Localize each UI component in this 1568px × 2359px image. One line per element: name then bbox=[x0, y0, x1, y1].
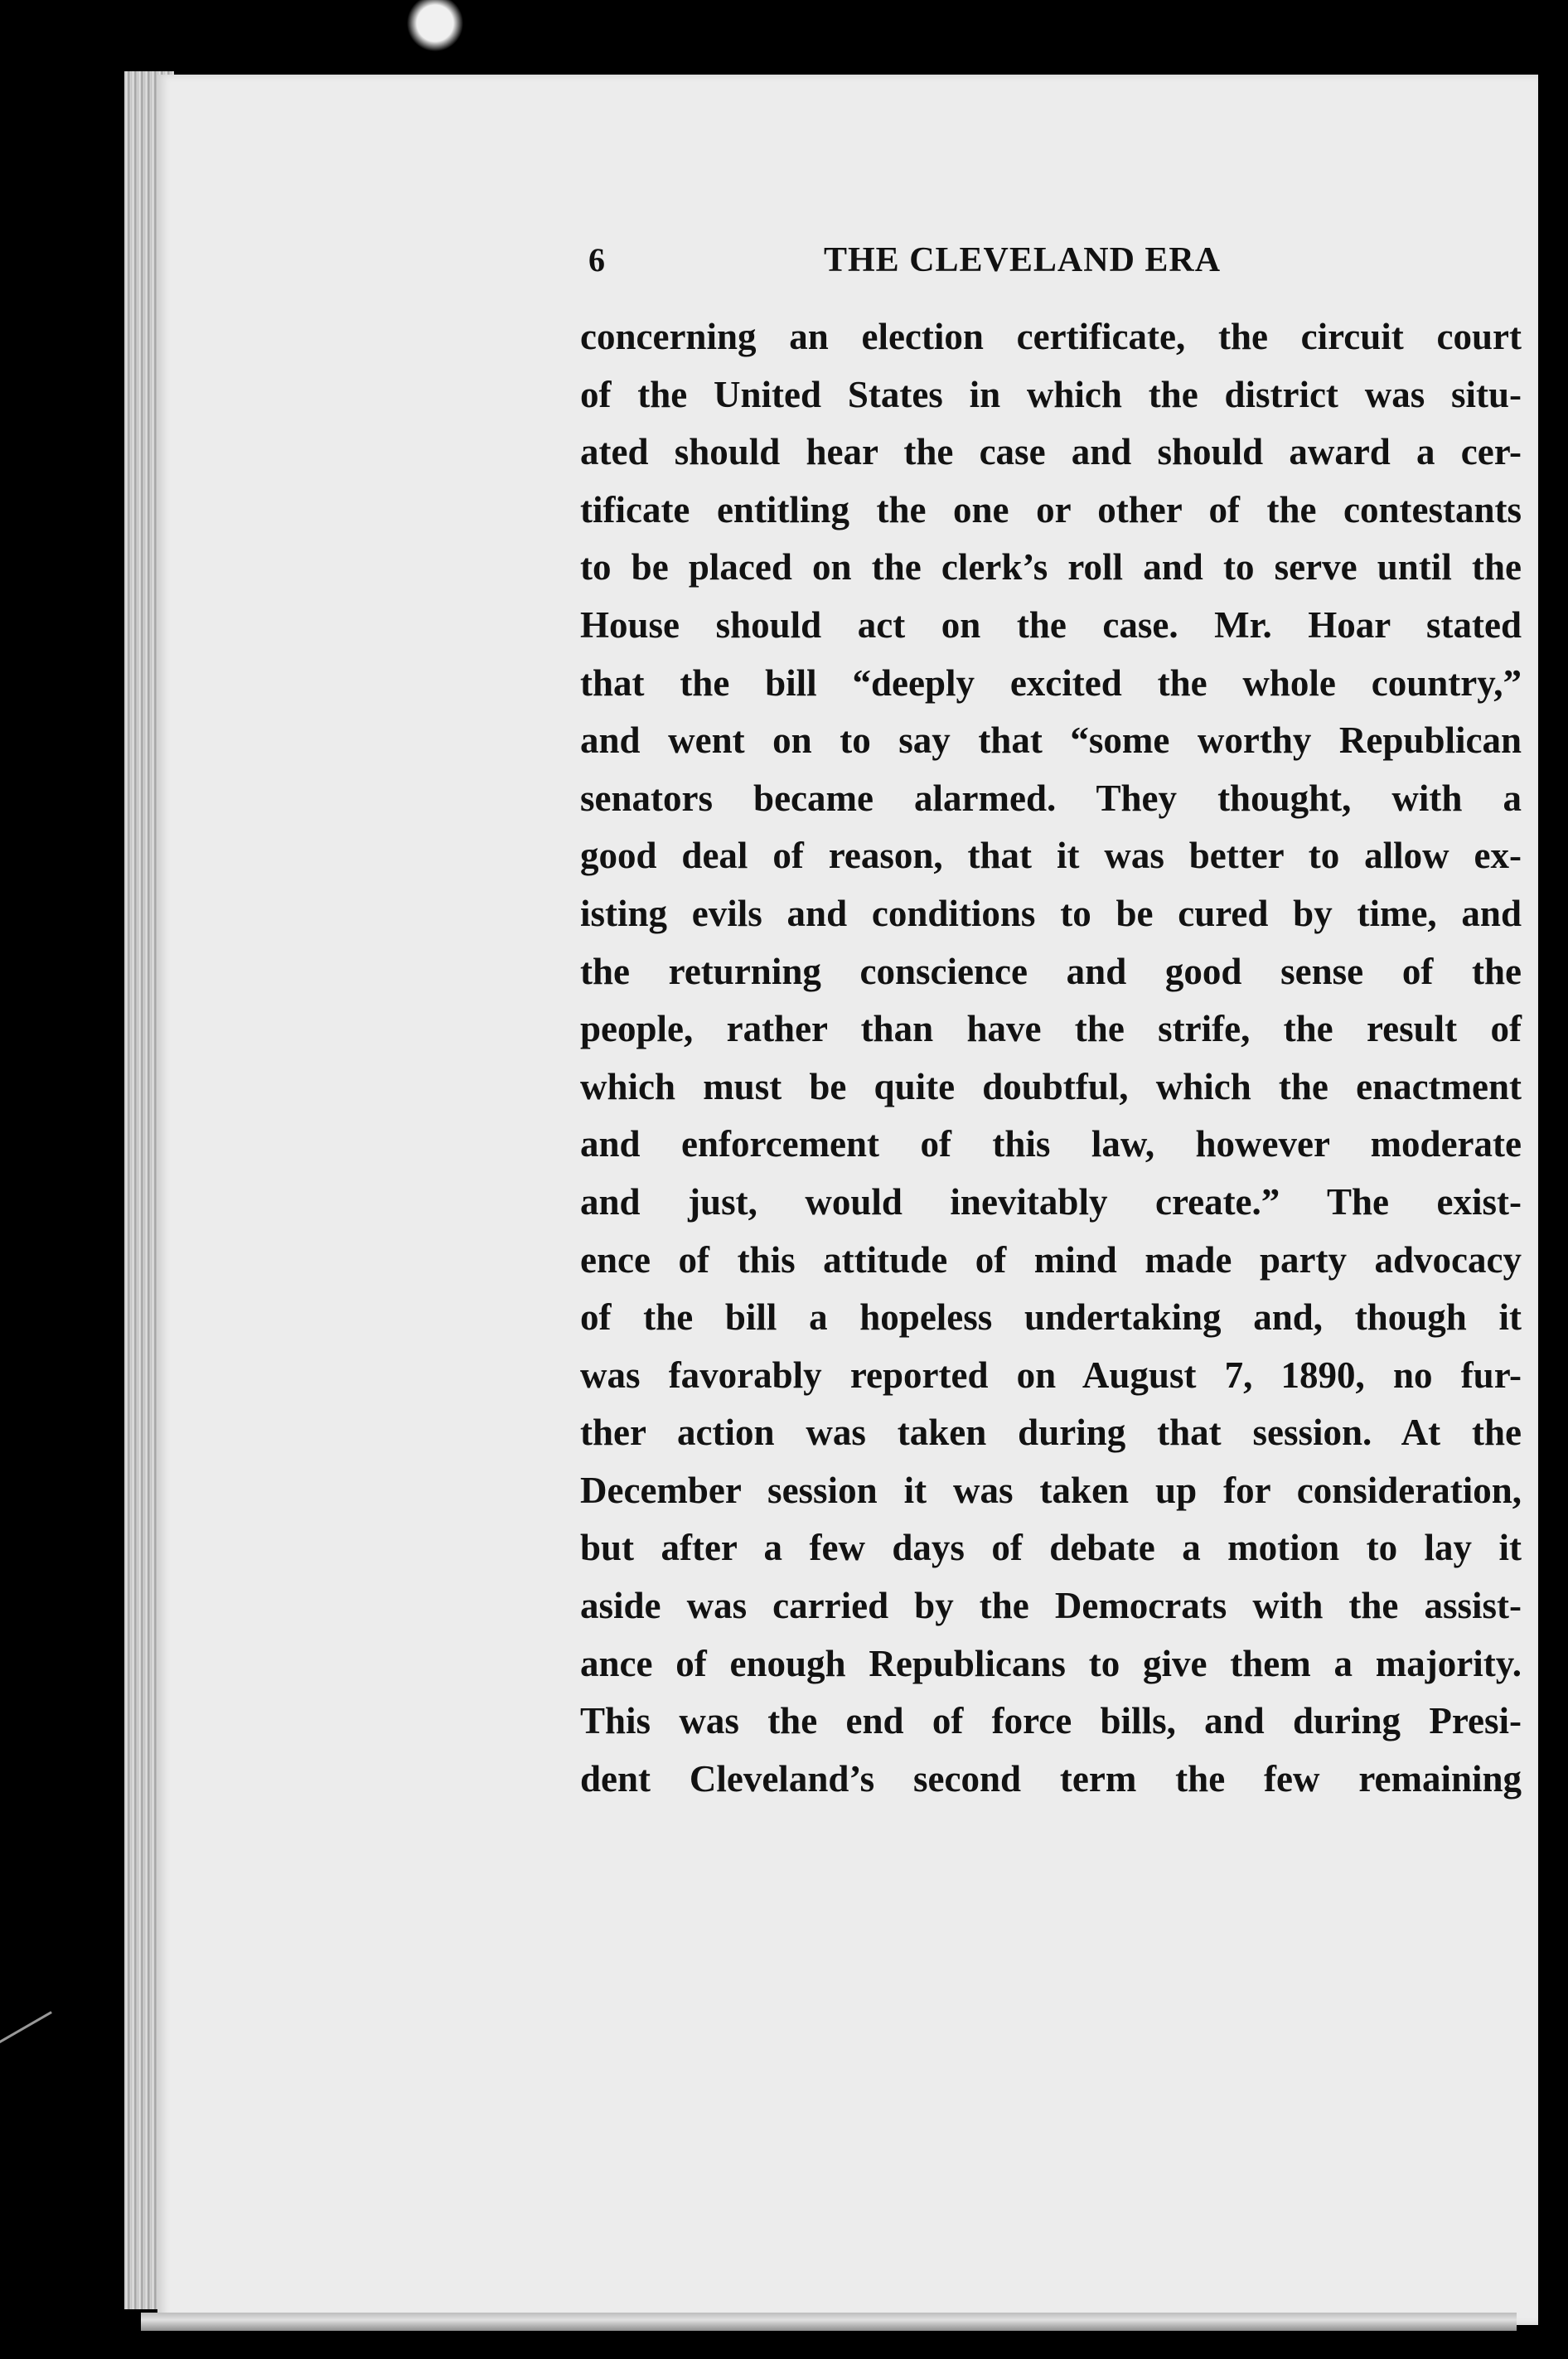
text-line: ther action was taken during that session. At the bbox=[580, 1412, 1522, 1454]
page-number: 6 bbox=[588, 241, 606, 279]
text-line: This was the end of force bills, and during Presi- bbox=[580, 1700, 1522, 1742]
text-line: tificate entitling the one or other of the contestants bbox=[580, 488, 1522, 530]
text-line: senators became alarmed. They thought, with a bbox=[580, 777, 1522, 819]
text-line: ance of enough Republicans to give them a majority. bbox=[580, 1642, 1522, 1684]
text-line: aside was carried by the Democrats with the assist- bbox=[580, 1585, 1522, 1627]
text-line: but after a few days of debate a motion to lay it bbox=[580, 1527, 1522, 1569]
text-line: and went on to say that “some worthy Republican bbox=[580, 719, 1522, 762]
text-line: the returning conscience and good sense of the bbox=[580, 950, 1522, 992]
text-line: concerning an election certificate, the circuit court bbox=[580, 316, 1522, 357]
text-line: ence of this attitude of mind made party advocacy bbox=[580, 1238, 1522, 1281]
text-line: good deal of reason, that it was better to allow ex- bbox=[580, 835, 1522, 877]
scan-artifact bbox=[398, 0, 472, 58]
text-line: and just, would inevitably create.” The exist- bbox=[580, 1180, 1522, 1223]
text-line: ated should hear the case and should award a cer- bbox=[580, 431, 1522, 473]
page-header bbox=[588, 240, 1517, 290]
text-line: isting evils and conditions to be cured by time, and bbox=[580, 892, 1522, 934]
page-bottom-edge bbox=[141, 2313, 1517, 2331]
running-title: THE CLEVELAND ERA bbox=[824, 241, 1222, 279]
text-line: which must be quite doubtful, which the enactment bbox=[580, 1065, 1522, 1107]
text-line: people, rather than have the strife, the result of bbox=[580, 1008, 1522, 1050]
text-line: to be placed on the clerk’s roll and to serve until the bbox=[580, 546, 1522, 589]
text-line: House should act on the case. Mr. Hoar stated bbox=[580, 603, 1522, 646]
text-line: of the bill a hopeless undertaking and, though it bbox=[580, 1296, 1522, 1339]
body-text bbox=[580, 308, 1522, 1808]
text-line: of the United States in which the district was situ- bbox=[580, 373, 1522, 415]
text-line: December session it was taken up for consideration, bbox=[580, 1469, 1522, 1511]
text-line: and enforcement of this law, however moderate bbox=[580, 1123, 1522, 1165]
text-line: was favorably reported on August 7, 1890, no fur- bbox=[580, 1354, 1522, 1396]
text-line: that the bill “deeply excited the whole country,” bbox=[580, 661, 1522, 704]
text-line: dent Cleveland’s second term the few remaining bbox=[580, 1757, 1522, 1800]
